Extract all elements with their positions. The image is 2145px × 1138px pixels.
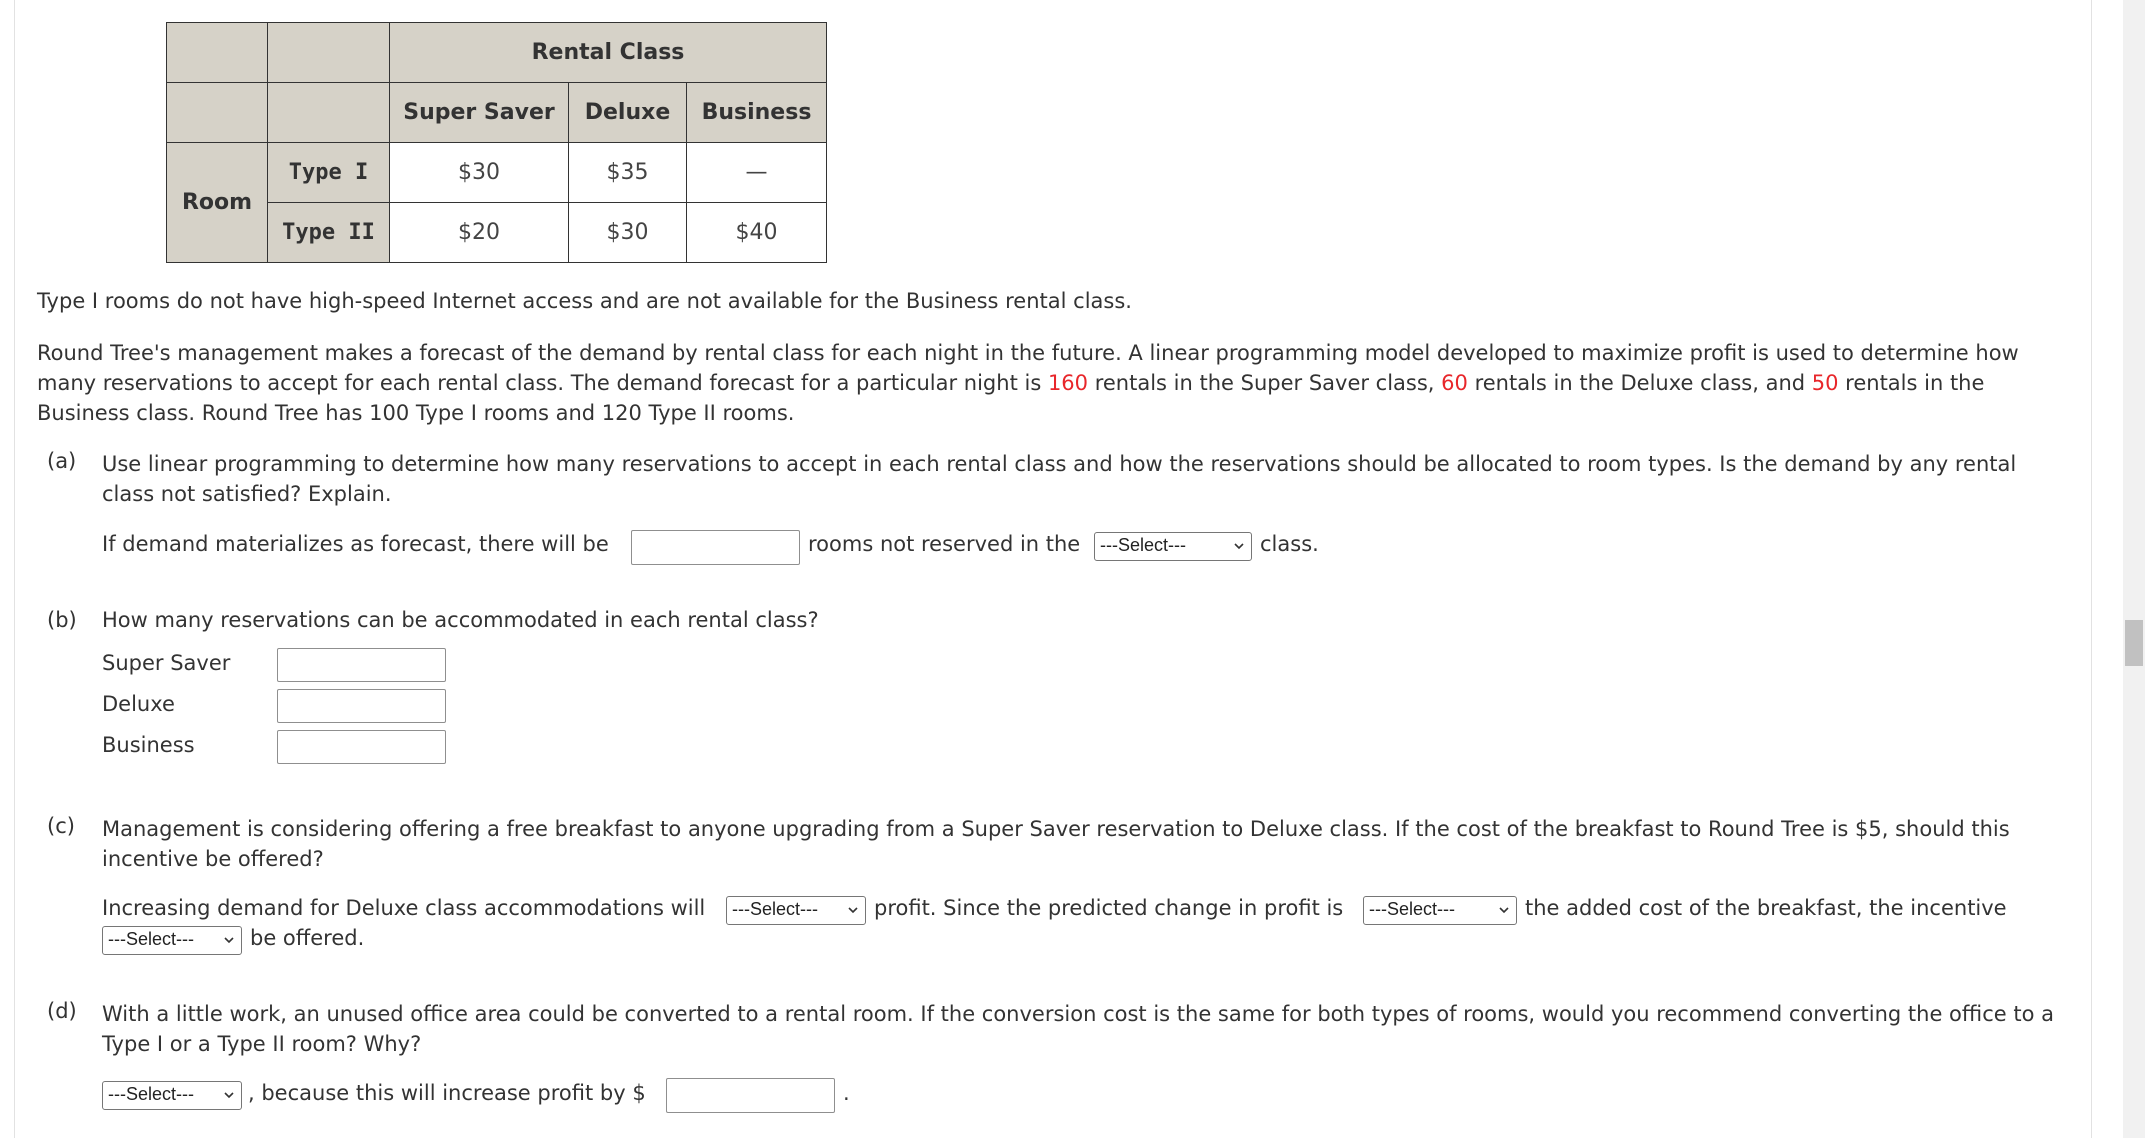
chevron-down-icon xyxy=(223,934,235,946)
scrollbar-thumb[interactable] xyxy=(2125,620,2143,666)
column-header-super-saver: Super Saver xyxy=(390,83,569,143)
part-c-sentence-1: Increasing demand for Deluxe class accommodations will xyxy=(102,896,706,920)
demand-business: 50 xyxy=(1811,371,1839,395)
part-c-sentence-3: the added cost of the breakfast, the incentive xyxy=(1525,896,2007,920)
room-type-select[interactable]: ---Select--- xyxy=(102,1081,242,1110)
demand-deluxe: 60 xyxy=(1441,371,1468,395)
table-corner-cell xyxy=(268,83,390,143)
table-corner-cell xyxy=(167,23,268,83)
part-a-marker: (a) xyxy=(47,449,77,473)
part-b-question: How many reservations can be accommodated in each rental class? xyxy=(102,608,819,632)
deluxe-input[interactable] xyxy=(277,689,446,723)
chevron-down-icon xyxy=(1233,540,1245,552)
super-saver-input[interactable] xyxy=(277,648,446,682)
rental-class-header: Rental Class xyxy=(390,23,827,83)
column-header-deluxe: Deluxe xyxy=(569,83,687,143)
intro-paragraph: Round Tree's management makes a forecast of the demand by rental class for each night in the future. A linear programming model developed to maximize profit is used to determine how many reservations to accept for each rental class. The demand forecast for a particular night is 160 rentals in the Super Saver class, 60 rentals in the Deluxe class, and 50 rentals in the Business class. Round Tree has 100 Type I rooms and 120 Type II rooms. xyxy=(37,341,2019,425)
part-a-sentence-start: If demand materializes as forecast, there will be xyxy=(102,532,609,556)
type-note: Type I rooms do not have high-speed Internet access and are not available for the Business rental class. xyxy=(37,289,1132,313)
super-saver-label: Super Saver xyxy=(102,651,231,675)
table-cell: $35 xyxy=(569,143,687,203)
rental-rate-table xyxy=(166,22,827,263)
demand-super-saver: 160 xyxy=(1047,371,1089,395)
business-label: Business xyxy=(102,733,195,757)
incentive-decision-select[interactable]: ---Select--- xyxy=(102,926,242,955)
part-b-marker: (b) xyxy=(47,608,77,632)
table-cell: $20 xyxy=(390,203,569,263)
row-header-type-2: Type II xyxy=(268,203,390,263)
part-c-sentence-2: profit. Since the predicted change in profit is xyxy=(874,896,1344,920)
part-a-question: Use linear programming to determine how many reservations to accept in each rental class and how the reservations should be allocated to room types. Is the demand by any rental class not satisfied? Explain. xyxy=(102,452,2017,506)
part-d-question: With a little work, an unused office area could be converted to a rental room. If the conversion cost is the same for both types of rooms, would you recommend converting the office to a Type I or a Type II room? Why? xyxy=(102,1002,2054,1056)
vertical-scrollbar[interactable] xyxy=(2123,0,2145,1138)
business-input[interactable] xyxy=(277,730,446,764)
profit-increase-input[interactable] xyxy=(666,1078,835,1113)
deluxe-label: Deluxe xyxy=(102,692,175,716)
column-header-business: Business xyxy=(687,83,827,143)
table-corner-cell xyxy=(268,23,390,83)
table-cell: — xyxy=(687,143,827,203)
unreserved-class-select[interactable]: ---Select--- xyxy=(1094,532,1252,561)
part-c-marker: (c) xyxy=(47,814,75,838)
part-c-sentence-4: be offered. xyxy=(250,926,365,950)
row-header-type-1: Type I xyxy=(268,143,390,203)
table-cell: $40 xyxy=(687,203,827,263)
row-group-room: Room xyxy=(167,143,268,263)
part-a-sentence-mid: rooms not reserved in the xyxy=(808,532,1081,556)
table-cell: $30 xyxy=(390,143,569,203)
unreserved-rooms-input[interactable] xyxy=(631,530,800,565)
chevron-down-icon xyxy=(847,904,859,916)
part-c-question: Management is considering offering a free breakfast to anyone upgrading from a Super Saver reservation to Deluxe class. If the cost of the breakfast to Round Tree is $5, should this incentive be offered? xyxy=(102,817,2010,871)
part-d-sentence: , because this will increase profit by $ xyxy=(248,1081,646,1105)
profit-comparison-select[interactable]: ---Select--- xyxy=(1363,896,1517,925)
chevron-down-icon xyxy=(223,1089,235,1101)
part-a-sentence-end: class. xyxy=(1260,532,1319,556)
chevron-down-icon xyxy=(1498,904,1510,916)
profit-effect-select[interactable]: ---Select--- xyxy=(726,896,866,925)
table-cell: $30 xyxy=(569,203,687,263)
table-corner-cell xyxy=(167,83,268,143)
part-d-period: . xyxy=(843,1081,850,1105)
part-d-marker: (d) xyxy=(47,999,77,1023)
